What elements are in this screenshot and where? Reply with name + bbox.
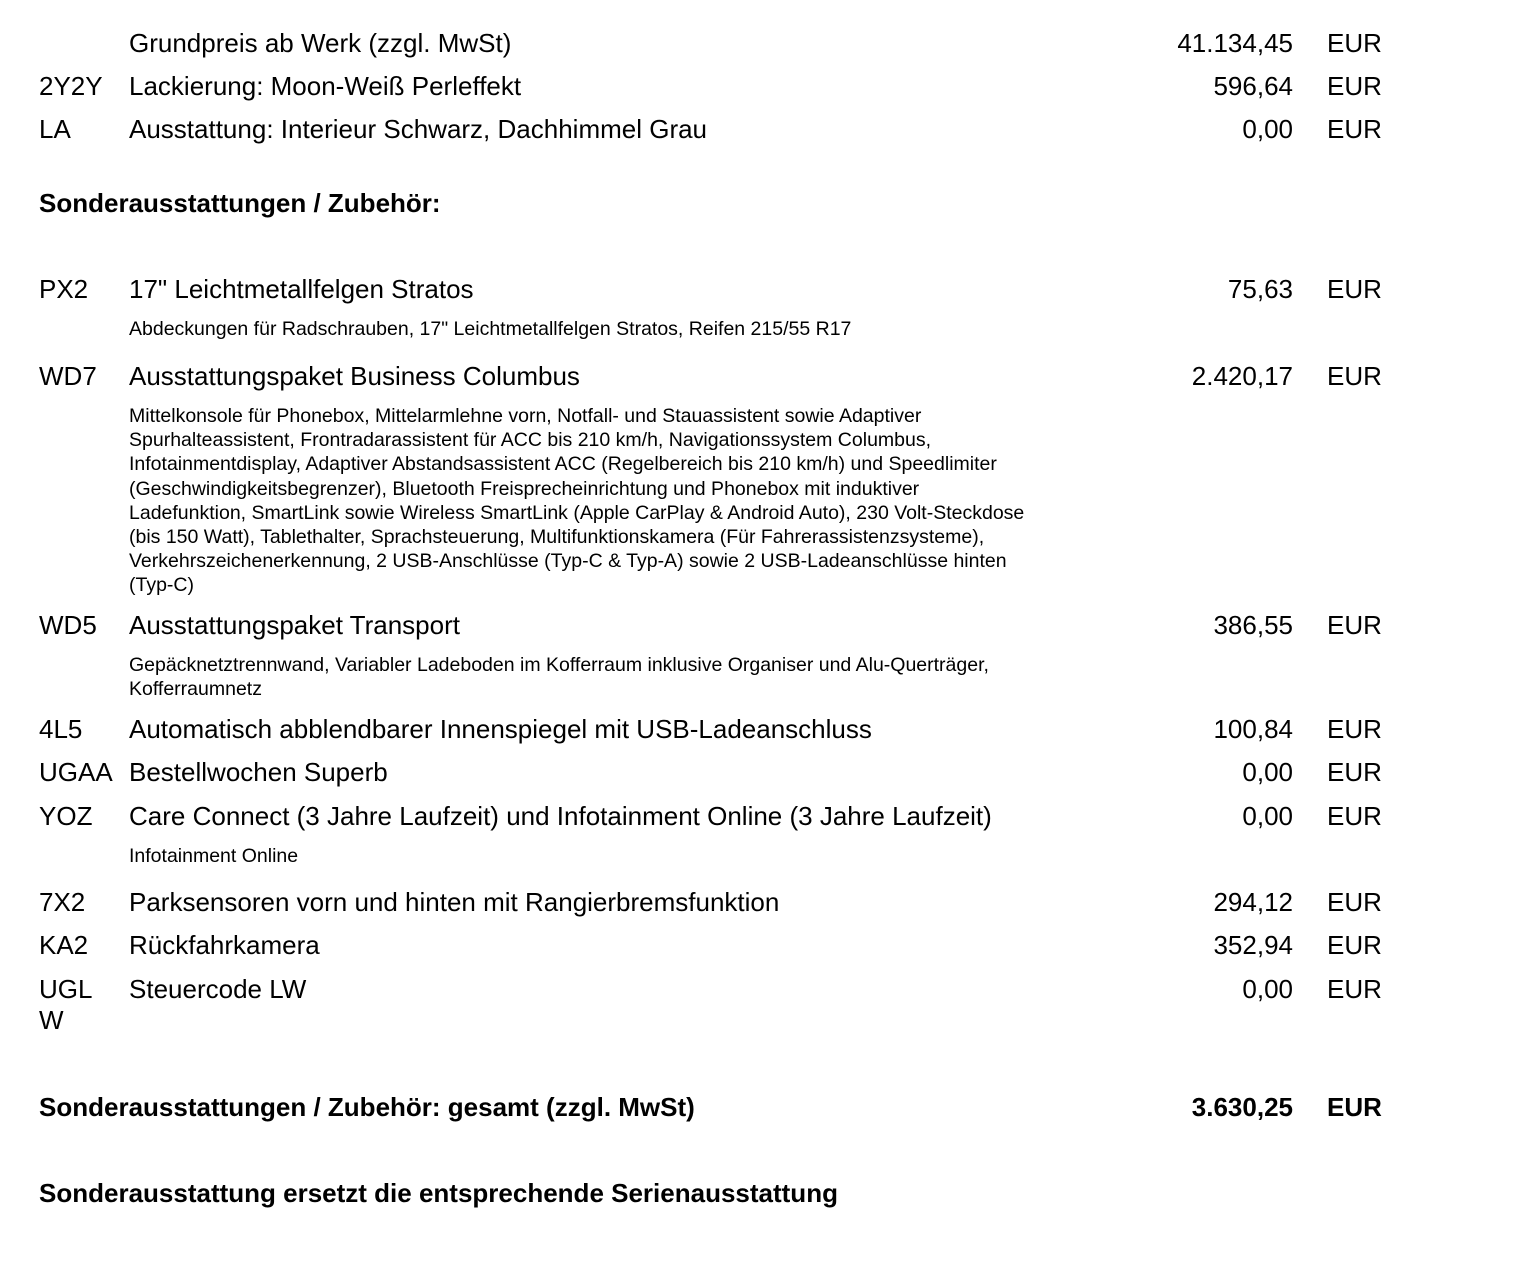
footer-note: Sonderausstattung ersetzt die entsprechende Serienausstattung [39,1178,838,1208]
description-line: Infotainmentdisplay, Adaptiver Abstandsassistent ACC (Regelbereich bis 210 km/h) und Speedlimiter [129,453,997,476]
total-amount: 3.630,25 [1191,1092,1293,1122]
item-amount: 75,63 [1227,274,1293,304]
item-amount: 386,55 [1213,610,1293,640]
item-label: Steuercode LW [129,974,307,1004]
item-currency: EUR [1327,114,1382,144]
item-code: WD5 [39,610,97,640]
item-code [39,974,123,1036]
item-code: 2Y2Y [39,71,103,101]
item-currency: EUR [1327,930,1382,960]
item-currency: EUR [1327,274,1382,304]
item-label: Ausstattung: Interieur Schwarz, Dachhimmel Grau [129,114,708,144]
total-currency: EUR [1327,1092,1382,1122]
item-label: Bestellwochen Superb [129,757,388,787]
item-currency: EUR [1327,801,1382,831]
total-label: Sonderausstattungen / Zubehör: gesamt (zzgl. MwSt) [39,1092,695,1122]
item-label: Ausstattungspaket Transport [129,610,460,640]
item-amount: 41.134,45 [1177,28,1293,58]
item-code: LA [39,114,71,144]
item-label: Automatisch abblendbarer Innenspiegel mit USB-Ladeanschluss [129,714,872,744]
description-line: Gepäcknetztrennwand, Variabler Ladeboden im Kofferraum inklusive Organiser und Alu-Querträger, [129,654,989,676]
item-currency: EUR [1327,361,1382,391]
item-label: 17" Leichtmetallfelgen Stratos [129,274,474,304]
item-code: YOZ [39,801,93,831]
item-label: Ausstattungspaket Business Columbus [129,361,580,391]
item-code: UGAA [39,757,113,787]
item-description: Infotainment Online [129,845,299,867]
code-line: W [39,1005,64,1035]
item-label: Lackierung: Moon-Weiß Perleffekt [129,71,522,101]
description-line: (bis 150 Watt), Tablethalter, Sprachsteuerung, Multifunktionskamera (Für Fahrerassistenzsysteme), [129,526,985,549]
item-amount: 2.420,17 [1191,361,1293,391]
item-code: WD7 [39,361,97,391]
code-line: UGL [39,974,93,1004]
item-description: Abdeckungen für Radschrauben, 17" Leichtmetallfelgen Stratos, Reifen 215/55 R17 [129,318,852,340]
item-amount: 0,00 [1242,974,1293,1004]
description-line: (Geschwindigkeitsbegrenzer), Bluetooth Freisprecheinrichtung und Phonebox mit induktiver [129,477,920,500]
description-line: Verkehrszeichenerkennung, 2 USB-Anschlüsse (Typ-C & Typ-A) sowie 2 USB-Ladeanschlüsse hinten [129,550,1007,573]
item-amount: 0,00 [1242,801,1293,831]
item-currency: EUR [1327,757,1382,787]
item-currency: EUR [1327,28,1382,58]
item-label: Grundpreis ab Werk (zzgl. MwSt) [129,28,512,58]
item-description [129,404,1109,598]
options-heading: Sonderausstattungen / Zubehör: [39,188,441,218]
item-amount: 0,00 [1242,114,1293,144]
description-line: (Typ-C) [129,574,194,597]
item-amount: 294,12 [1213,887,1293,917]
description-line: Ladefunktion, SmartLink sowie Wireless SmartLink (Apple CarPlay & Android Auto), 230 Volt-Steckdose [129,501,1025,524]
item-code: PX2 [39,274,89,304]
item-code: KA2 [39,930,89,960]
item-amount: 596,64 [1213,71,1293,101]
item-label: Care Connect (3 Jahre Laufzeit) und Infotainment Online (3 Jahre Laufzeit) [129,801,992,831]
item-amount: 0,00 [1242,757,1293,787]
item-currency: EUR [1327,610,1382,640]
item-code: 4L5 [39,714,83,744]
description-line: Mittelkonsole für Phonebox, Mittelarmlehne vorn, Notfall- und Stauassistent sowie Adaptiver [129,405,922,427]
item-label: Rückfahrkamera [129,930,320,960]
item-currency: EUR [1327,714,1382,744]
item-currency: EUR [1327,974,1382,1004]
item-code: 7X2 [39,887,86,917]
item-amount: 352,94 [1213,930,1293,960]
description-line: Kofferraumnetz [129,678,262,701]
item-label: Parksensoren vorn und hinten mit Rangierbremsfunktion [129,887,780,917]
item-description [129,653,1109,701]
item-amount: 100,84 [1213,714,1293,744]
item-currency: EUR [1327,887,1382,917]
item-currency: EUR [1327,71,1382,101]
description-line: Spurhalteassistent, Frontradarassistent für ACC bis 210 km/h, Navigationssystem Columbus, [129,429,932,452]
